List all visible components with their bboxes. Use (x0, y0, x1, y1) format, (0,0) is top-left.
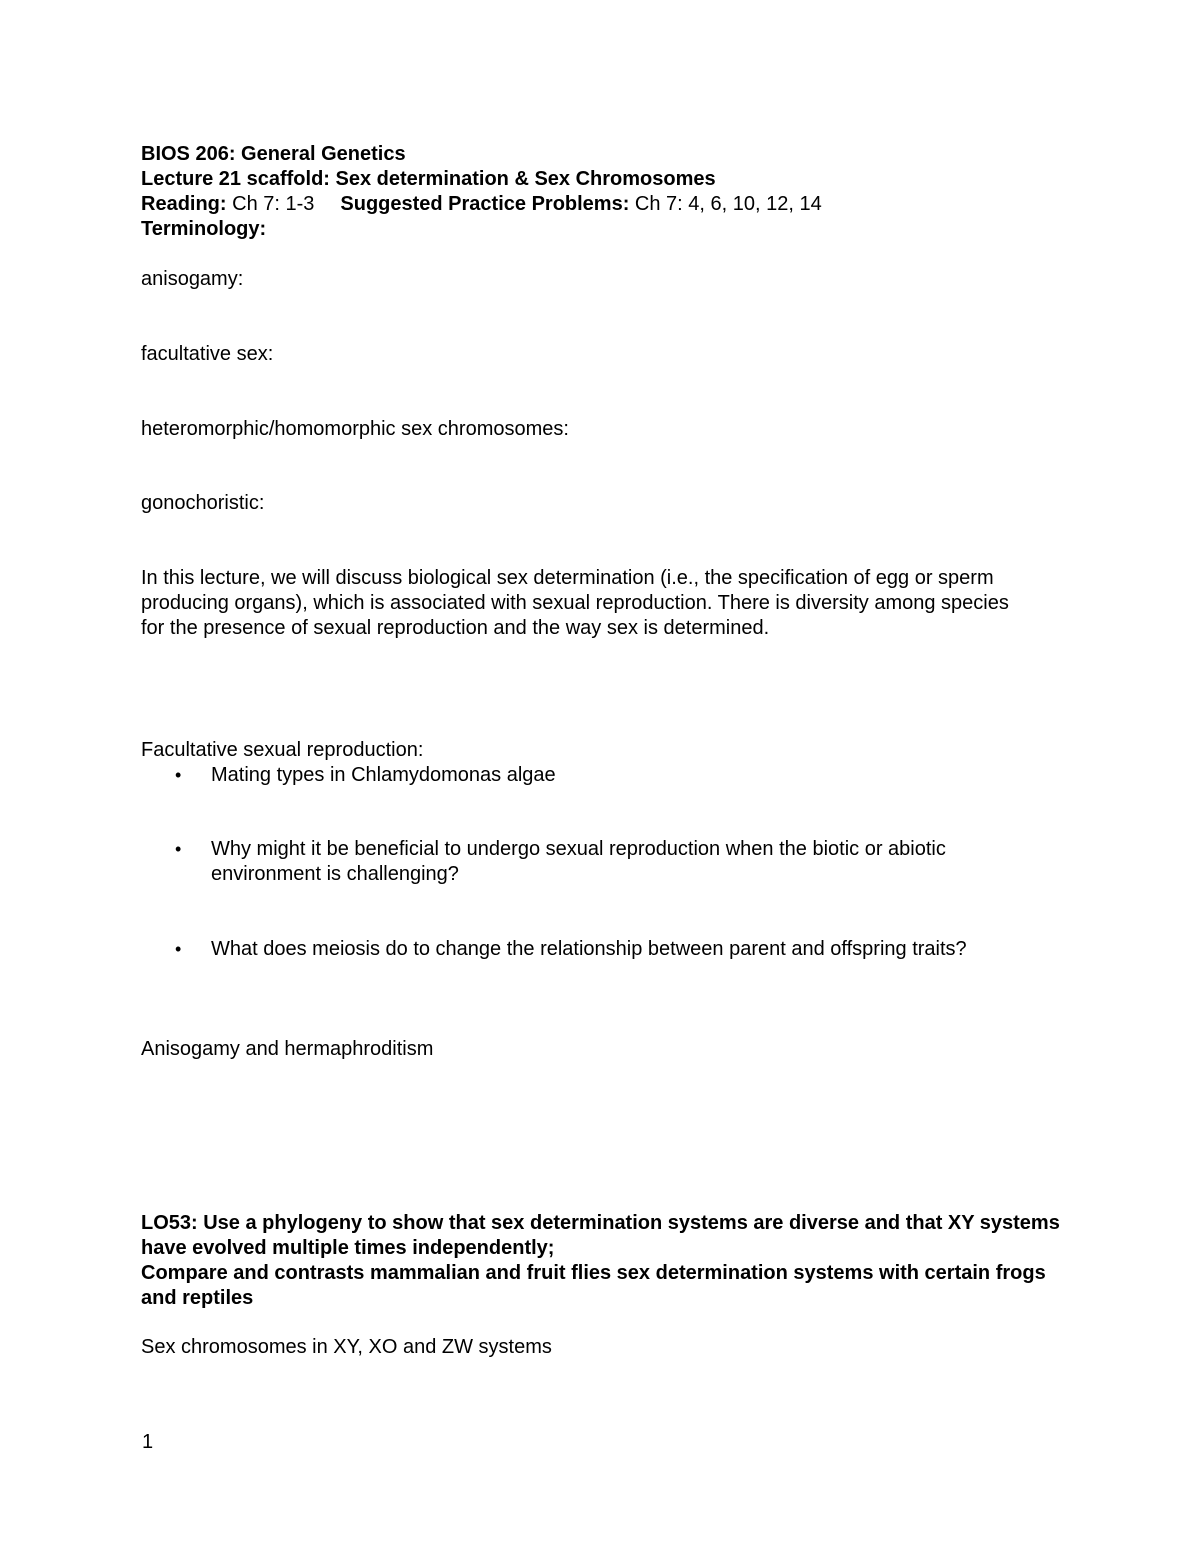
term-anisogamy: anisogamy: (141, 268, 244, 290)
term-facultative-sex: facultative sex: (141, 343, 274, 365)
learning-objective-line2: Compare and contrasts mammalian and fruit flies sex determination systems with certain frogs and reptiles (141, 1262, 1046, 1309)
bullet-text: What does meiosis do to change the relationship between parent and offspring traits? (211, 938, 967, 960)
sex-chromosomes-heading: Sex chromosomes in XY, XO and ZW systems (141, 1336, 552, 1358)
learning-objective-line1: LO53: Use a phylogeny to show that sex determination systems are diverse and that XY systems have evolved multiple times independently; (141, 1212, 1060, 1259)
bullet-text: Mating types in Chlamydomonas algae (211, 764, 556, 786)
terminology-label: Terminology: (141, 218, 267, 240)
course-title: BIOS 206: General Genetics (141, 143, 406, 165)
facultative-bullet-list (141, 763, 1071, 962)
list-item (141, 837, 1041, 887)
bullet-icon: • (175, 939, 182, 959)
reading-line (141, 192, 1071, 217)
term-gonochoristic: gonochoristic: (141, 492, 265, 514)
bullet-icon: • (175, 839, 182, 859)
bullet-icon: • (175, 765, 182, 785)
facultative-heading: Facultative sexual reproduction: (141, 739, 424, 761)
list-item (141, 763, 1041, 788)
practice-value: Ch 7: 4, 6, 10, 12, 14 (629, 193, 822, 215)
list-item (141, 937, 1041, 962)
reading-value: Ch 7: 1-3 (226, 193, 315, 215)
term-sex-chromosomes: heteromorphic/homomorphic sex chromosomes: (141, 418, 569, 440)
reading-label: Reading: (141, 193, 227, 215)
intro-paragraph: In this lecture, we will discuss biological sex determination (i.e., the specification of egg or sperm producing organs), which is associated with sexual reproduction. There is diversity among species for the presence of sexual reproduction and the way sex is determined. (141, 567, 1009, 639)
lecture-title: Lecture 21 scaffold: Sex determination & Sex Chromosomes (141, 168, 716, 190)
practice-label: Suggested Practice Problems: (340, 193, 630, 215)
anisogamy-heading: Anisogamy and hermaphroditism (141, 1038, 434, 1060)
bullet-text: Why might it be beneficial to undergo sexual reproduction when the biotic or abiotic environment is challenging? (211, 838, 946, 885)
document-body (141, 142, 1071, 1360)
page-number: 1 (142, 1431, 154, 1453)
